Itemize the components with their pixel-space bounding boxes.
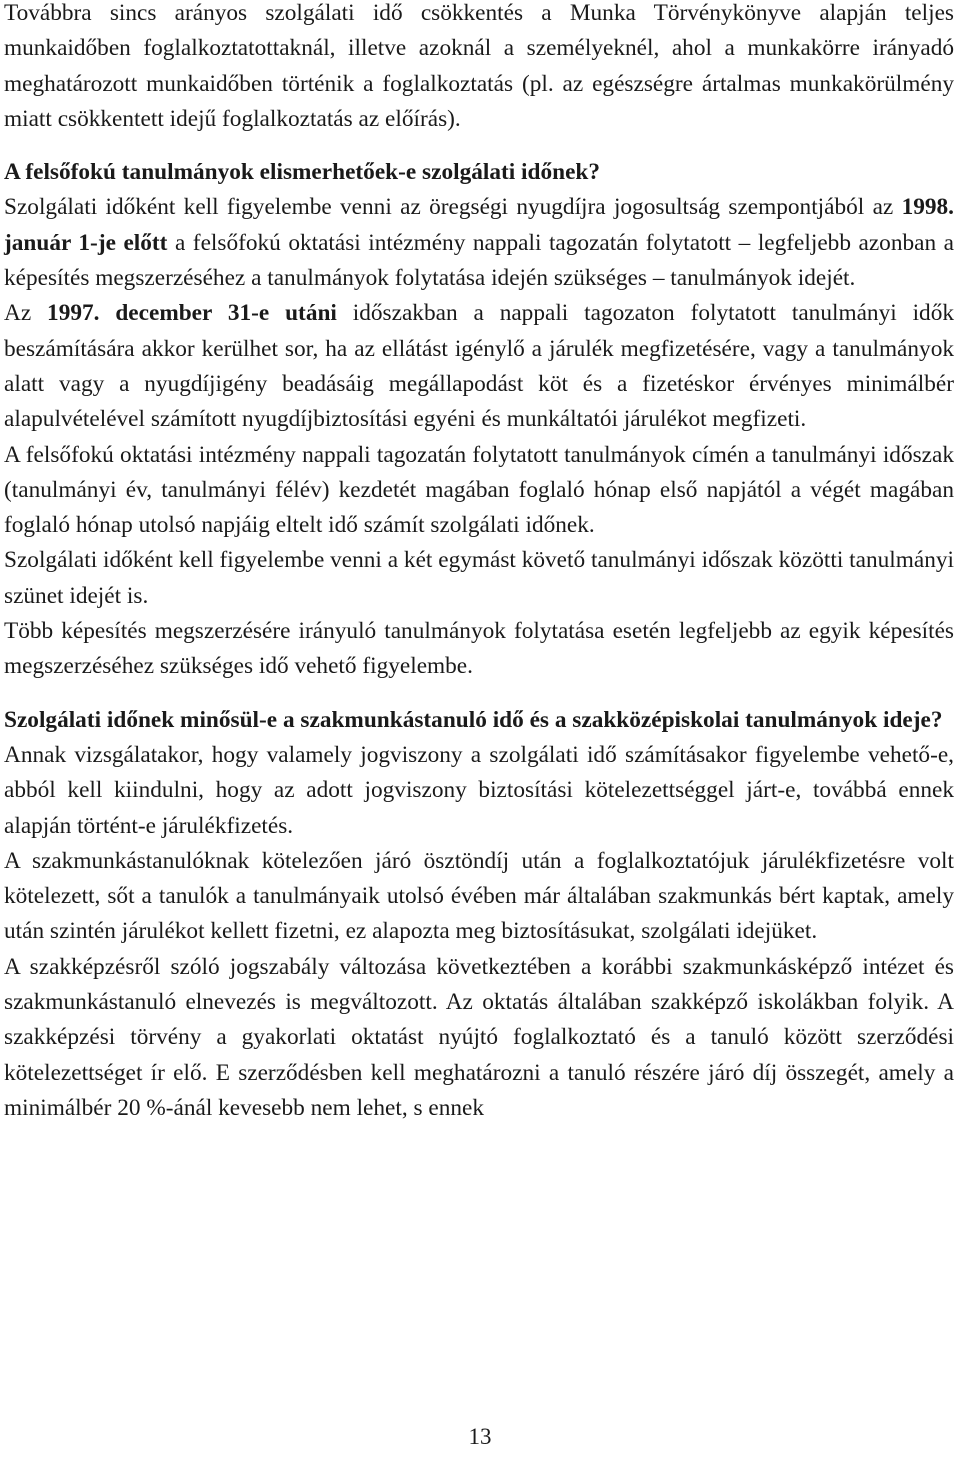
paragraph-9: A szakképzésről szóló jogszabály változása következtében a korábbi szakmunkásképző intézet és szakmunkástanuló elnevezés is megváltozott. Az oktatás általában szakképző iskolákban folyik. A szakképzési törvény a gyakorlati oktatást nyújtó foglalkoztató és a tanuló között szerződési kötelezettséget ír elő. E szerződésben kell meghatározni a tanuló részére járó díj összegét, amely a minimálbér 20 %-ánál kevesebb nem lehet, s ennek — [4, 953, 954, 1121]
paragraph-3-emphasis: 1997. december 31-e utáni — [47, 300, 337, 327]
paragraph-2-text-a: Szolgálati időként kell figyelembe venni az öregségi nyugdíjra jogosultság szempontjából az — [4, 194, 902, 221]
paragraph-3-text-a: Az — [4, 300, 48, 327]
document-body — [4, 0, 954, 1126]
paragraph-7: Annak vizsgálatakor, hogy valamely jogviszony a szolgálati idő számításakor figyelembe vehető-e, abból kell kiindulni, hogy az adott jogviszony biztosítási kötelezettséggel járt-e, továbbá ennek alapján történt-e járulékfizetés. — [4, 741, 954, 839]
spacer — [4, 137, 954, 155]
paragraph-3-text-c: időszakban a nappali tagozaton folytatott tanulmányi idők beszámítására akkor kerülhet sor, ha az ellátást igénylő a járulék megfizetésére, vagy a tanulmányok alatt vagy a nyugdíjigény beadásáig megállapodást köt és a fizetéskor érvényes minimálbér alapulvételével számított nyugdíjbiztosítási egyéni és munkáltatói járulékot megfizeti. — [4, 300, 954, 433]
section-heading-higher-education: A felsőfokú tanulmányok elismerhetőek-e szolgálati időnek? — [4, 159, 601, 186]
section-heading-apprentice: Szolgálati időnek minősül-e a szakmunkástanuló idő és a szakközépiskolai tanulmányok ideje? — [4, 706, 943, 733]
paragraph-5: Szolgálati időként kell figyelembe venni a két egymást követő tanulmányi időszak közötti tanulmányi szünet idejét is. — [4, 547, 954, 609]
paragraph-6: Több képesítés megszerzésére irányuló tanulmányok folytatása esetén legfeljebb az egyik képesítés megszerzéséhez szükséges idő vehető figyelembe. — [4, 618, 954, 680]
paragraph-2 — [4, 190, 954, 296]
paragraph-3 — [4, 296, 954, 437]
paragraph-8: A szakmunkástanulóknak kötelezően járó ösztöndíj után a foglalkoztatójuk járulékfizetésre volt kötelezett, sőt a tanulók a tanulmányaik utolsó évében már általában szakmunkás bért kaptak, amely után szintén járulékot kellett fizetni, ez alapozta meg biztosításukat, szolgálati idejüket. — [4, 847, 954, 945]
page-number: 13 — [468, 1424, 492, 1449]
paragraph-4: A felsőfokú oktatási intézmény nappali tagozatán folytatott tanulmányok címén a tanulmányi időszak (tanulmányi év, tanulmányi félév) kezdetét magában foglaló hónap első napjától a végét magában foglaló hónap utolsó napjáig eltelt idő számít szolgálati időnek. — [4, 441, 954, 539]
paragraph-2-emphasis: 1998. január 1-je előtt — [4, 194, 954, 256]
spacer — [4, 685, 954, 703]
paragraph-1: Továbbra sincs arányos szolgálati idő csökkentés a Munka Törvénykönyve alapján teljes munkaidőben foglalkoztatottaknál, illetve azoknál a személyeknél, ahol a munkakörre irányadó meghatározott munkaidőben történik a foglalkoztatás (pl. az egészségre ártalmas munkakörülmény miatt csökkentett idejű foglalkoztatás az előírás). — [4, 0, 954, 132]
paragraph-2-text-c: a felsőfokú oktatási intézmény nappali tagozatán folytatott – legfeljebb azonban a képesítés megszerzéséhez a tanulmányok folytatása idején szükséges – tanulmányok idejét. — [4, 229, 954, 292]
